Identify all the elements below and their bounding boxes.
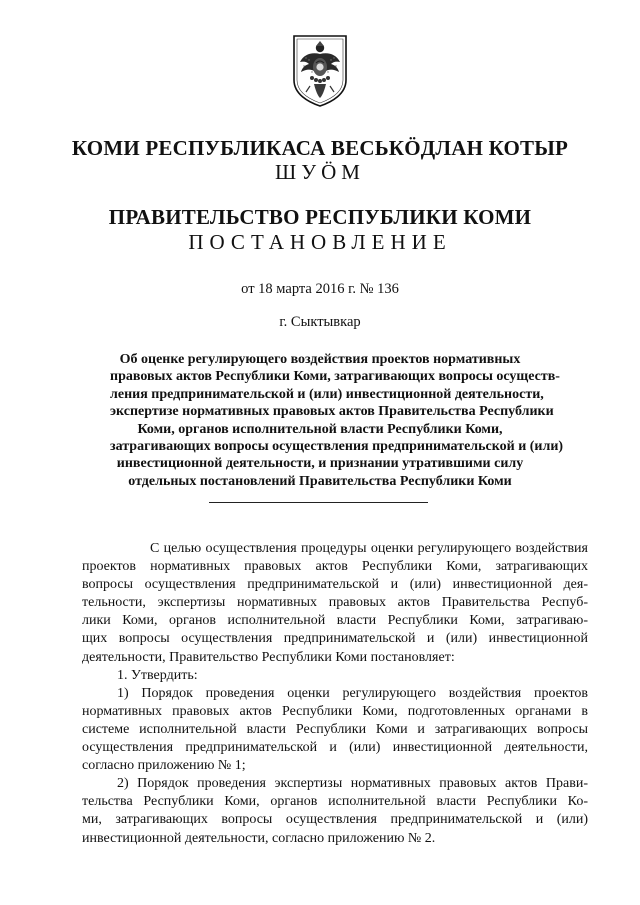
government-title: ПРАВИТЕЛЬСТВО РЕСПУБЛИКИ КОМИ <box>108 205 532 229</box>
body-line: проектов нормативных правовых актов Республики Коми, затрагивающих <box>82 559 588 575</box>
title-line: правовых актов Республики Коми, затрагивающих вопросы осуществ- <box>110 369 560 385</box>
title-line: Коми, органов исполнительной власти Республики Коми, <box>137 421 503 437</box>
title-line: ления предпринимательской и (или) инвестиционной деятельности, <box>110 386 544 402</box>
body-line: согласно приложению № 1; <box>82 758 246 774</box>
body-line: ми, затрагивающих вопросы осуществления предпринимательской и (или) <box>82 812 588 828</box>
body-line: 2) Порядок проведения экспертизы нормативных правовых актов Прави- <box>117 776 588 792</box>
body-line: инвестиционной деятельности, согласно приложению № 2. <box>82 830 436 846</box>
document-type: ПОСТАНОВЛЕНИЕ <box>188 230 452 254</box>
title-line: экспертизе нормативных правовых актов Правительства Республики <box>110 404 554 420</box>
document-date-number: от 18 марта 2016 г. № 136 <box>241 281 399 297</box>
title-divider <box>209 502 428 503</box>
body-line: вопросы осуществления предпринимательской и (или) инвестиционной дея- <box>82 577 588 593</box>
body-line: осуществления предпринимательской и (или) инвестиционной деятельности, <box>82 740 588 756</box>
title-line: Об оценке регулирующего воздействия проектов нормативных <box>119 352 521 367</box>
title-line: отдельных постановлений Правительства Республики Коми <box>128 473 512 489</box>
komi-coat-of-arms-icon <box>292 34 348 108</box>
body-line: 1) Порядок проведения оценки регулирующего воздействия проектов <box>117 685 588 701</box>
body-line: тельства Республики Коми, органов исполнительной власти Республики Ко- <box>82 794 588 810</box>
body-line: щих вопросы осуществления предпринимательской и (или) инвестиционной <box>82 631 588 647</box>
body-line: системе исполнительной власти Республики Коми и затрагивающих вопросы <box>82 721 588 737</box>
document-city: г. Сыктывкар <box>279 314 361 330</box>
body-line: 1. Утвердить: <box>117 667 198 683</box>
title-line: затрагивающих вопросы осуществления предпринимательской и (или) <box>110 439 564 455</box>
body-line: нормативных правовых актов Республики Коми, подготовленных органами в <box>82 703 588 719</box>
komi-government-title: КОМИ РЕСПУБЛИКАСА ВЕСЬКӦДЛАН КОТЫР <box>71 136 569 160</box>
document-title <box>110 351 564 490</box>
body-line: С целью осуществления процедуры оценки регулирующего воздействия <box>150 541 588 556</box>
body-line: тельности, экспертизы нормативных правовых актов Правительства Респуб- <box>82 595 588 611</box>
body-line: деятельности, Правительство Республики Коми постановляет: <box>82 649 455 665</box>
document-body <box>82 540 588 848</box>
title-line: инвестиционной деятельности, и признании утратившими силу <box>116 456 524 472</box>
komi-document-type: ШУӦМ <box>275 160 365 184</box>
body-line: лики Коми, органов исполнительной власти Республики Коми, затрагиваю- <box>82 613 588 629</box>
